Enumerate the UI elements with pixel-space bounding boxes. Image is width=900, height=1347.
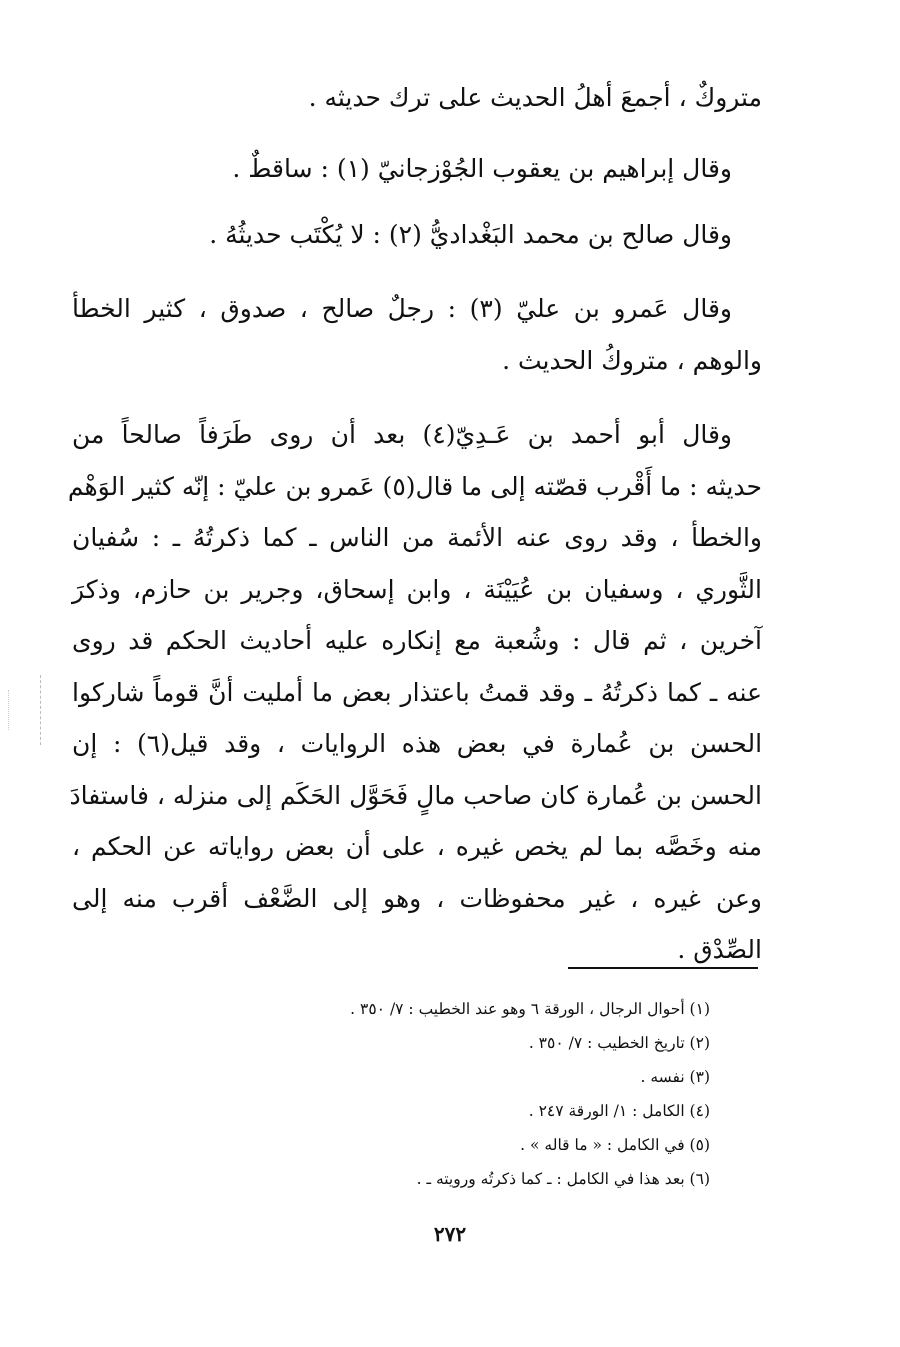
margin-scan-mark bbox=[40, 675, 41, 745]
body-line-1: متروكٌ ، أجمعَ أهلُ الحديث على ترك حديثه . bbox=[308, 83, 762, 112]
paragraph-line: الصِّدْق . bbox=[677, 935, 762, 964]
paragraph-line: وعن غيره ، غير محفوظات ، وهو إلى الضَّعْف أقرب منه إلى bbox=[72, 883, 762, 913]
body-line-2: وقال إبراهيم بن يعقوب الجُوْزجانيّ (١) : ساقطٌ . bbox=[232, 154, 732, 183]
paragraph-line: والخطأ ، وقد روى عنه الأئمة من الناس ـ كما ذكرتُهُ ـ : سُفيان bbox=[72, 523, 762, 552]
footnote-separator bbox=[568, 967, 758, 969]
footnote-5: (٥) في الكامل : « ما قاله » . bbox=[520, 1136, 710, 1154]
footnote-3: (٣) نفسه . bbox=[640, 1068, 710, 1086]
paragraph-line: الحسن بن عُمارة في بعض هذه الروايات ، وقد قيل(٦) : إن bbox=[72, 729, 763, 758]
paragraph-line: منه وخَصَّه بما لم يخص غيره ، على أن بعض رواياته عن الحكم ، bbox=[72, 832, 762, 861]
paragraph-line: حديثه : ما أَقْرب قصّته إلى ما قال(٥) عَمرو بن عليّ : إنّه كثير الوَهْم bbox=[67, 471, 762, 501]
footnotes bbox=[200, 992, 710, 1196]
page-number: ٢٧٢ bbox=[433, 1222, 467, 1246]
footnote-2: (٢) تاريخ الخطيب : ٧/ ٣٥٠ . bbox=[528, 1034, 710, 1052]
paragraph-line: وقال أبو أحمد بن عَـدِيّ(٤) بعد أن روى طَرَفاً صالحاً من bbox=[72, 420, 732, 449]
paragraph-line: آخرين ، ثم قال : وشُعبة مع إنكاره عليه أحاديث الحكم قد روى bbox=[72, 626, 762, 655]
footnote-6: (٦) بعد هذا في الكامل : ـ كما ذكرتُه ورويته ـ . bbox=[416, 1170, 710, 1188]
paragraph-ibn-adi bbox=[67, 409, 763, 976]
paragraph-amr-ibn-ali bbox=[72, 283, 762, 386]
footnote-1: (١) أحوال الرجال ، الورقة ٦ وهو عند الخطيب : ٧/ ٣٥٠ . bbox=[350, 1000, 710, 1018]
paragraph-line: وقال عَمرو بن عليّ (٣) : رجلٌ صالح ، صدوق ، كثير الخطأ bbox=[72, 294, 732, 323]
paragraph-line: والوهم ، متروكُ الحديث . bbox=[502, 345, 762, 375]
margin-scan-mark bbox=[8, 690, 9, 730]
paragraph-line: الثَّوري ، وسفيان بن عُيَيْنَة ، وابن إسحاق، وجرير بن حازم، وذكرَ bbox=[72, 574, 762, 604]
paragraph-line: عنه ـ كما ذكرتُهُ ـ وقد قمتُ باعتذار بعض ما أمليت أنَّ قوماً شاركوا bbox=[72, 677, 762, 707]
body-line-3: وقال صالح بن محمد البَغْداديُّ (٢) : لا يُكْتَب حديثُهُ . bbox=[209, 220, 732, 249]
paragraph-line: الحسن بن عُمارة كان صاحب مالٍ فَحَوَّل الحَكَم إلى منزله ، فاستفادَ bbox=[69, 780, 762, 810]
footnote-4: (٤) الكامل : ١/ الورقة ٢٤٧ . bbox=[528, 1102, 710, 1120]
